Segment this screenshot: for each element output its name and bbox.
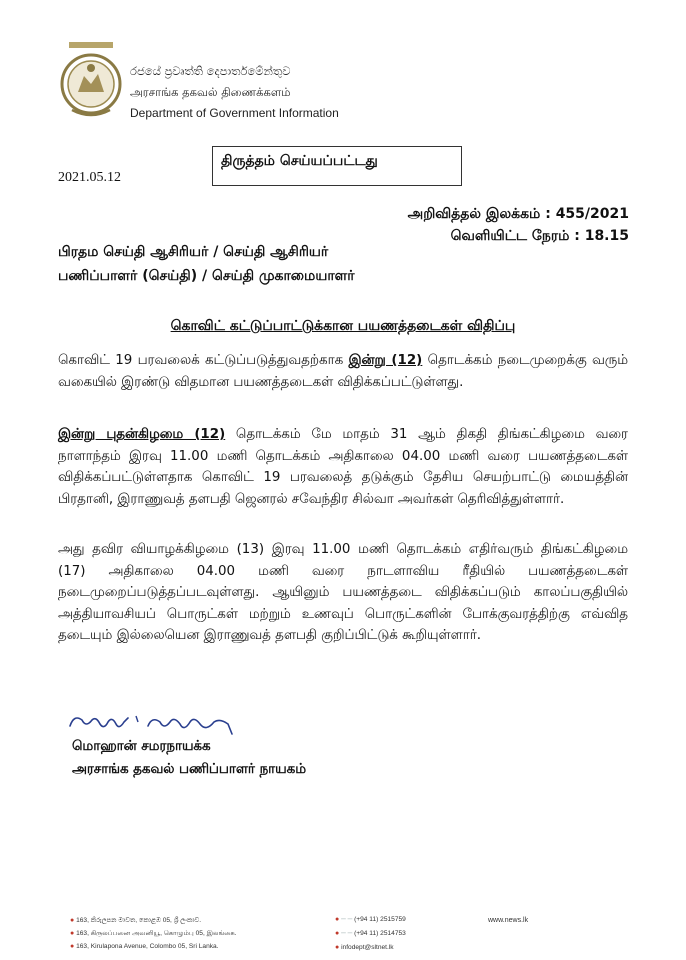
email-address: infodept@sltnet.lk [341, 944, 394, 951]
email-icon: ● [335, 944, 340, 951]
release-number-value: 455/2021 [555, 206, 629, 222]
release-time-separator: : [574, 228, 585, 244]
release-number-label: அறிவித்தல் இலக்கம் [407, 206, 541, 222]
phone-label-decoration: ─ ─ [341, 916, 355, 923]
body-paragraph [58, 350, 628, 393]
release-number-separator: : [545, 206, 556, 222]
paragraph-text: கொவிட் 19 பரவலைக் கட்டுப்படுத்துவதற்காக [58, 353, 344, 368]
release-number [408, 206, 629, 224]
signer-designation: அரசாங்க தகவல் பணிப்பாளர் நாயகம் [72, 762, 307, 777]
location-pin-icon: ● [70, 930, 75, 937]
signer-name: மொஹான் சமரநாயக்க [72, 739, 211, 754]
footer-fax [335, 930, 406, 937]
handwritten-signature [64, 708, 236, 740]
department-name-tamil: அரசாங்க தகவல் திணைக்களம் [130, 85, 291, 99]
sri-lanka-national-emblem-icon [58, 40, 124, 122]
location-pin-icon: ● [70, 943, 75, 950]
release-time-label: வெளியிட்ட நேரம் [450, 228, 570, 244]
release-time-value: 18.15 [584, 228, 629, 244]
department-name-english: Department of Government Information [130, 106, 339, 120]
recipient-line: பணிப்பாளர் (செய்தி) / செய்தி முகாமையாளர் [58, 268, 355, 284]
footer-telephone [335, 916, 406, 923]
correction-stamp-box [212, 146, 462, 186]
footer-address-sinhala [70, 917, 201, 925]
highlighted-date: இன்று (12) [348, 353, 423, 368]
fax-number: (+94 11) 2514753 [354, 930, 406, 937]
footer-address-text: 163, Kirulapona Avenue, Colombo 05, Sri Lanka. [76, 943, 219, 950]
highlighted-date: இன்று புதன்கிழமை (12) [58, 427, 226, 442]
footer-email [335, 944, 394, 951]
paragraph-text: தொடக்கம் நடைமுறைக்கு வரும் வகையில் இரண்டு விதமான பயணத்தடைகள் விதிக்கப்பட்டுள்ளது. [58, 353, 628, 390]
location-pin-icon: ● [70, 917, 75, 924]
footer-address-text: 163, කිරුලපන මාවත, කොළඹ 05, ශ්‍රී ලංකාව. [76, 917, 202, 924]
notice-title: கொவிட் கட்டுப்பாட்டுக்கான பயணத்தடைகள் விதிப்பு [170, 318, 516, 334]
phone-icon: ● [335, 916, 340, 923]
correction-stamp-text: திருத்தம் செய்யப்பட்டது [221, 153, 378, 169]
recipient-line: பிரதம செய்தி ஆசிரியர் / செய்தி ஆசிரியர் [58, 244, 329, 260]
body-paragraph [58, 424, 628, 510]
release-date: 2021.05.12 [58, 170, 121, 185]
footer-website: www.news.lk [488, 917, 529, 924]
footer-address-text: 163, கிருலப்பனை அவனியூ, கொழும்பு 05, இலங்கை. [76, 930, 237, 937]
telephone-number: (+94 11) 2515759 [354, 916, 406, 923]
footer-address-english [70, 943, 219, 950]
department-name-sinhala: රජයේ ප්‍රවෘත්ති දෙපාර්තමේන්තුව [130, 64, 291, 78]
footer-address-tamil [70, 930, 237, 938]
paragraph-text: தொடக்கம் மே மாதம் 31 ஆம் திகதி திங்கட்கிழமை வரை நாளாந்தம் இரவு 11.00 மணி தொடக்கம் அதிகாலை 04.00 மணி வரை பயணத்தடைகள் விதிக்கப்பட்டுள்ளதாக கொவிட் 19 பரவலைத் தடுக்கும் தேசிய செயற்பாட்டு மையத்தின் பிரதானி, இராணுவத் தளபதி ஜெனரல் சவேந்திர சில்வா அவர்கள் தெரிவித்துள்ளார். [58, 427, 628, 507]
fax-label-decoration: ─ ─ [341, 930, 355, 937]
release-time [451, 228, 629, 246]
body-paragraph: அது தவிர வியாழக்கிழமை (13) இரவு 11.00 மணி தொடக்கம் எதிர்வரும் திங்கட்கிழமை (17) அதிகாலை 04.00 மணி வரை நாடளாவிய ரீதியில் பயணத்தடைகள் நடைமுறைப்படுத்தப்படவுள்ளது. ஆயினும் பயணத்தடை விதிக்கப்படும் காலப்பகுதியில் அத்தியாவசியப் பொருட்கள் மற்றும் உணவுப் பொருட்களின் போக்குவரத்திற்கு எவ்வித தடையும் இல்லையென இராணுவத் தளபதி குறிப்பிட்டுக் கூறியுள்ளார். [58, 542, 628, 643]
fax-icon: ● [335, 930, 340, 937]
